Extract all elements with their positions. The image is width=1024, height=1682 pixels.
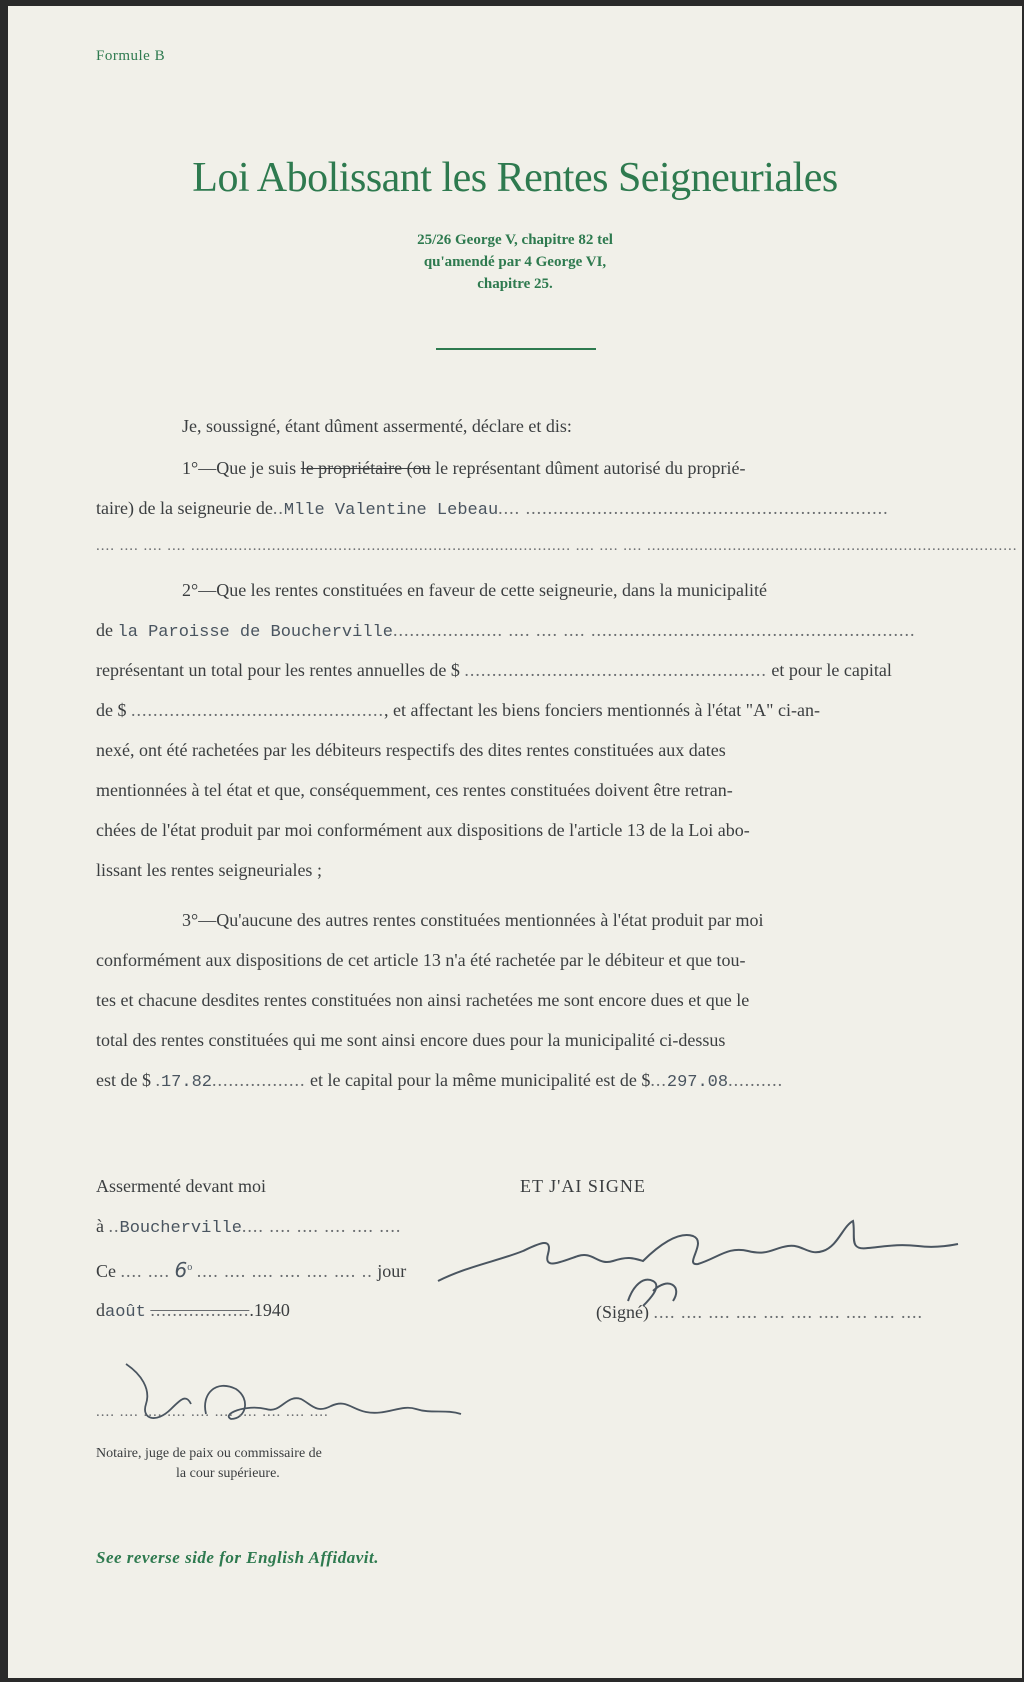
notary-caption-line-2: la cour supérieure. xyxy=(176,1466,280,1481)
para1-line2-start: taire) de la seigneurie de xyxy=(96,498,273,518)
footer-note: See reverse side for English Affidavit. xyxy=(96,1548,379,1567)
para2-rentes-end: et pour le capital xyxy=(771,660,892,680)
subtitle-line-2: qu'amendé par 4 George VI, xyxy=(423,254,607,270)
para2-line-5: nexé, ont été rachetées par les débiteurs respectifs des dites rentes constituées aux dates xyxy=(96,740,726,760)
para3-line-2: conformément aux dispositions de cet article 13 n'a été rachetée par le débiteur et que tou- xyxy=(96,950,746,970)
para3-total-mid: et le capital pour la même municipalité est de $ xyxy=(310,1070,651,1090)
subtitle-line-1: 25/26 George V, chapitre 82 tel xyxy=(417,232,613,248)
para1-struck-text: le propriétaire (ou xyxy=(300,458,431,478)
para1-line1 xyxy=(182,458,746,479)
month-prefix: d xyxy=(96,1300,105,1320)
para1-line2: taire) de la seigneurie de..Mlle Valentine Lebeau.... .................................................................. xyxy=(96,498,889,520)
para3-line-4: total des rentes constituées qui me sont ainsi encore dues pour la municipalité ci-dessus xyxy=(96,1030,726,1050)
para3-line-1: 3°—Qu'aucune des autres rentes constituées mentionnées à l'état produit par moi xyxy=(182,910,764,930)
para2-capital-end: , et affectant les biens fonciers mentionnés à l'état "A" ci-an- xyxy=(384,700,820,720)
subtitle-line-3: chapitre 25. xyxy=(477,276,553,292)
rentes-amount: 17.82 xyxy=(160,1073,212,1092)
form-label: Formule B xyxy=(96,48,166,64)
para3-line-3: tes et chacune desdites rentes constituées non ainsi rachetées me sont encore dues et que le xyxy=(96,990,750,1010)
signed-line: (Signé) .... .... .... .... .... .... .... .... .... .... xyxy=(596,1302,923,1322)
para2-rentes-line: représentant un total pour les rentes annuelles de $ ....................................................... et pour le capital xyxy=(96,660,892,680)
para2-capital-start: de $ xyxy=(96,700,127,720)
para3-total-start: est de $ xyxy=(96,1070,151,1090)
notary-dotted-line: .... .... .... .... .... .... .... .... .... .... xyxy=(96,1404,329,1420)
para1-lead: 1°—Que je suis xyxy=(182,458,297,478)
sworn-month: août xyxy=(105,1303,146,1322)
para2-line-8: lissant les rentes seigneuriales ; xyxy=(96,860,322,880)
declarant-signature xyxy=(428,1206,968,1316)
para1-rest: le représentant dûment autorisé du proprié- xyxy=(435,458,746,478)
para2-capital-line: de $ .............................................., et affectant les biens fonciers mentionnés à l'état "A" ci-an- xyxy=(96,700,820,720)
para2-line-6: mentionnées à tel état et que, conséquemment, ces rentes constituées doivent être retran- xyxy=(96,780,733,800)
para2-de: de xyxy=(96,620,113,640)
intro-text: Je, soussigné, étant dûment assermenté, déclare et dis: xyxy=(182,416,572,436)
para2-line-7: chées de l'état produit par moi conformément aux dispositions de l'article 13 de la Loi abo- xyxy=(96,820,750,840)
seigneurie-name: Mlle Valentine Lebeau xyxy=(283,501,499,520)
title-divider xyxy=(436,348,596,350)
document-page xyxy=(8,6,1022,1678)
a-label: à xyxy=(96,1216,104,1236)
sworn-day: 6 xyxy=(174,1258,188,1282)
municipality-name: la Paroisse de Boucherville xyxy=(117,623,393,642)
notary-caption-line-1: Notaire, juge de paix ou commissaire de xyxy=(96,1446,322,1461)
sworn-before-label: Assermenté devant moi xyxy=(96,1176,266,1196)
para2-lead: 2°—Que les rentes constituées en faveur de cette seigneurie, dans la municipalité xyxy=(182,580,767,600)
day-line: Ce .... .... 6$^o$ .... .... .... .... .... .... .. jour xyxy=(96,1258,407,1282)
ce-label: Ce xyxy=(96,1261,116,1281)
month-line: daoût ...................1940 xyxy=(96,1300,290,1322)
jour-label: jour xyxy=(377,1261,407,1281)
para3-totals-line: est de $ .17.82................. et le capital pour la même municipalité est de $...297.08.......... xyxy=(96,1070,784,1092)
para2-rentes-start: représentant un total pour les rentes annuelles de $ xyxy=(96,660,460,680)
place-line: à ..Boucherville.... .... .... .... .... .... xyxy=(96,1216,402,1238)
sworn-place: Boucherville xyxy=(119,1219,242,1238)
et-jai-signe-label: ET J'AI SIGNE xyxy=(520,1176,646,1196)
document-title: Loi Abolissant les Rentes Seigneuriales xyxy=(192,155,838,201)
sworn-year: .1940 xyxy=(249,1300,290,1320)
para2-municipality-line: de la Paroisse de Boucherville.................... .... .... .... ........................................................... xyxy=(96,620,916,642)
blank-dotted-line: .... .... .... .... ................................................................................ .... .... .... .............................................................................. xyxy=(96,538,1018,554)
capital-amount: 297.08 xyxy=(666,1073,729,1092)
notary-signature xyxy=(96,1354,496,1434)
signe-label: (Signé) xyxy=(596,1302,649,1322)
